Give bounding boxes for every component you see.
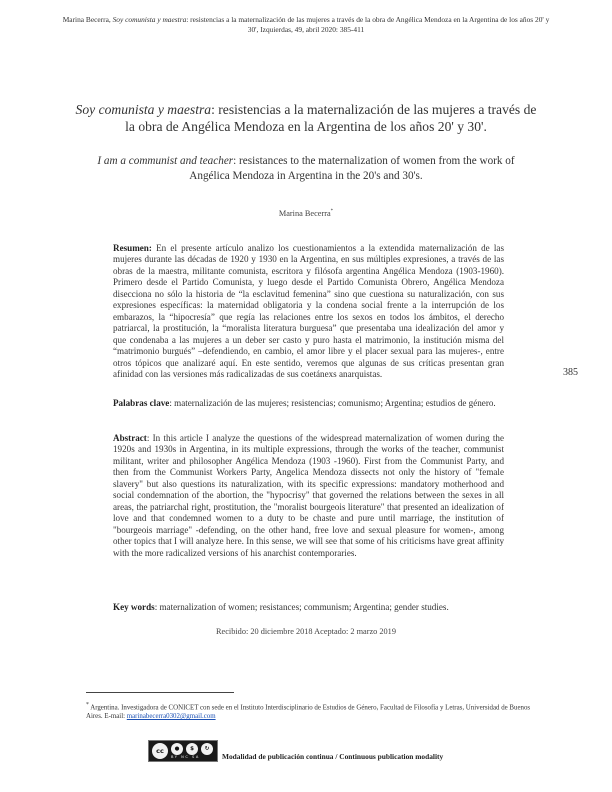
abstract-paragraph: [113, 433, 504, 559]
cc-terms-strip: [171, 755, 216, 760]
noncommercial-icon: $: [186, 743, 198, 755]
palabras-clave-label: Palabras clave: [113, 398, 170, 408]
resumen-text: En el presente artículo analizo los cuestionamientos a la extendida maternalización de las mujeres durante las décadas de 1920 y 1930 en la Argentina, en sus múltiples expresiones, a través de las obras de la maestra, militante comunista, escritora y filósofa argentina Angélica Mendoza (1903-1960). Primero desde el Partido Comunista, y luego desde el Partido Comunista Obrero, Angélica Mendoza disecciona no sólo la historia de “la esclavitud femenina” sino que cuestiona su naturalización, con sus expresiones específicas: la maternidad obligatoria y la condena social frente a la interrupción de los embarazos, la “hipocresía” que regía las relaciones entre los sexos en todos los ámbitos, el derecho patriarcal, la prostitución, la “moralista literatura burguesa” que presentaba una idealización del amor y que condenaba a las mujeres a un deber ser casto y puro hasta el matrimonio, la institución misma del “matrimonio burgués” –defendiendo, en cambio, el amor libre y el placer sexual para las mujeres-, entre otros tópicos que analizaré aquí. En este sentido, veremos que algunas de sus críticas presentan gran afinidad con las versiones más radicalizadas de sus coetánexs anarquistas.: [113, 243, 504, 379]
palabras-clave-paragraph: [113, 398, 504, 409]
cc-sa-label: SA: [191, 755, 200, 759]
page-number: 385: [563, 367, 578, 378]
footnote-mark: *: [86, 702, 89, 708]
abstract-text: : In this article I analyze the questions of the widespread maternalization of women during the 1920s and 1930s in Argentina, in its multiple expressions, through the works of the teacher, communist militant, writer and philosopher Angélica Mendoza (1903 -1960). First from the Communist Party, and then from the Communist Workers Party, Angelica Mendoza dissects not only the history of "female slavery" but also questions its naturalization, with its specific expressions: mandatory motherhood and social condemnation of the abortion, the "hypocrisy" that governed the relations between the sexes in all areas, the patriarchal right, prostitution, the "moralist bourgeois literature" that presented an idealization of love and that condemned women to a duty to be chaste and pure until marriage, the institution of "bourgeois marriage" -defending, on the other hand, free love and sexual pleasure for women-, among other topics that I will analyze here. In this sense, we will see that some of his criticisms have great affinity with the more radicalized versions of his anarchist contemporaries.: [113, 433, 504, 558]
resumen-label: Resumen:: [113, 243, 152, 253]
english-title-italic: I am a communist and teacher: [97, 155, 234, 167]
author-email-link[interactable]: marinabecerra0302@gmail.com: [126, 713, 216, 721]
cc-by-label: BY: [171, 755, 179, 759]
sharealike-icon: ↻: [201, 743, 213, 755]
cc-icon: cc: [152, 743, 168, 759]
running-head: [60, 15, 552, 34]
resumen-paragraph: [113, 243, 504, 380]
by-attribution-icon: ●: [171, 743, 183, 755]
article-title-rest: : resistencias a la maternalización de las mujeres a través de la obra de Angélica Mendoza en la Argentina de los años 20' y 30'.: [125, 102, 537, 134]
article-title-italic: Soy comunista y maestra: [75, 102, 212, 117]
running-head-rest: : resistencias a la maternalización de las mujeres a través de la obra de Angélica Mendoza en la Argentina de los años 20' y 30', Izquierdas, 49, abril 2020: 385-411: [186, 15, 550, 34]
key-words-text: : maternalization of women; resistances; communism; Argentina; gender studies.: [154, 602, 449, 612]
publication-modality: Modalidad de publicación continua / Continuous publication modality: [222, 752, 444, 761]
english-title-rest: : resistances to the maternalization of women from the work of Angélica Mendoza in Argentina in the 20's and 30's.: [189, 155, 515, 182]
abstract-label: Abstract: [113, 433, 147, 443]
running-head-title: Soy comunista y maestra: [112, 15, 187, 24]
palabras-clave-text: : maternalización de las mujeres; resistencias; comunismo; Argentina; estudios de género.: [169, 398, 496, 408]
key-words-label: Key words: [113, 602, 155, 612]
received-accepted-dates: Recibido: 20 diciembre 2018 Aceptado: 2 marzo 2019: [216, 627, 396, 636]
author-name: Marina Becerra: [278, 209, 331, 218]
running-head-author: Marina Becerra,: [62, 15, 113, 24]
cc-license-badge[interactable]: [148, 740, 218, 762]
key-words-paragraph: [113, 602, 504, 613]
article-title: [70, 102, 542, 135]
author-footnote-mark[interactable]: *: [330, 209, 334, 215]
english-title: [80, 154, 532, 183]
author-line: [0, 209, 612, 218]
footnote-divider: [86, 692, 234, 693]
footnote-text: Argentina. Investigadora de CONICET con sede en el Instituto Interdisciplinario de Estudios de Género, Facultad de Filosofía y Letras, Universidad de Buenos Aires. E-mail:: [86, 704, 531, 721]
footnote: [86, 701, 532, 721]
cc-nc-label: NC: [181, 755, 190, 759]
